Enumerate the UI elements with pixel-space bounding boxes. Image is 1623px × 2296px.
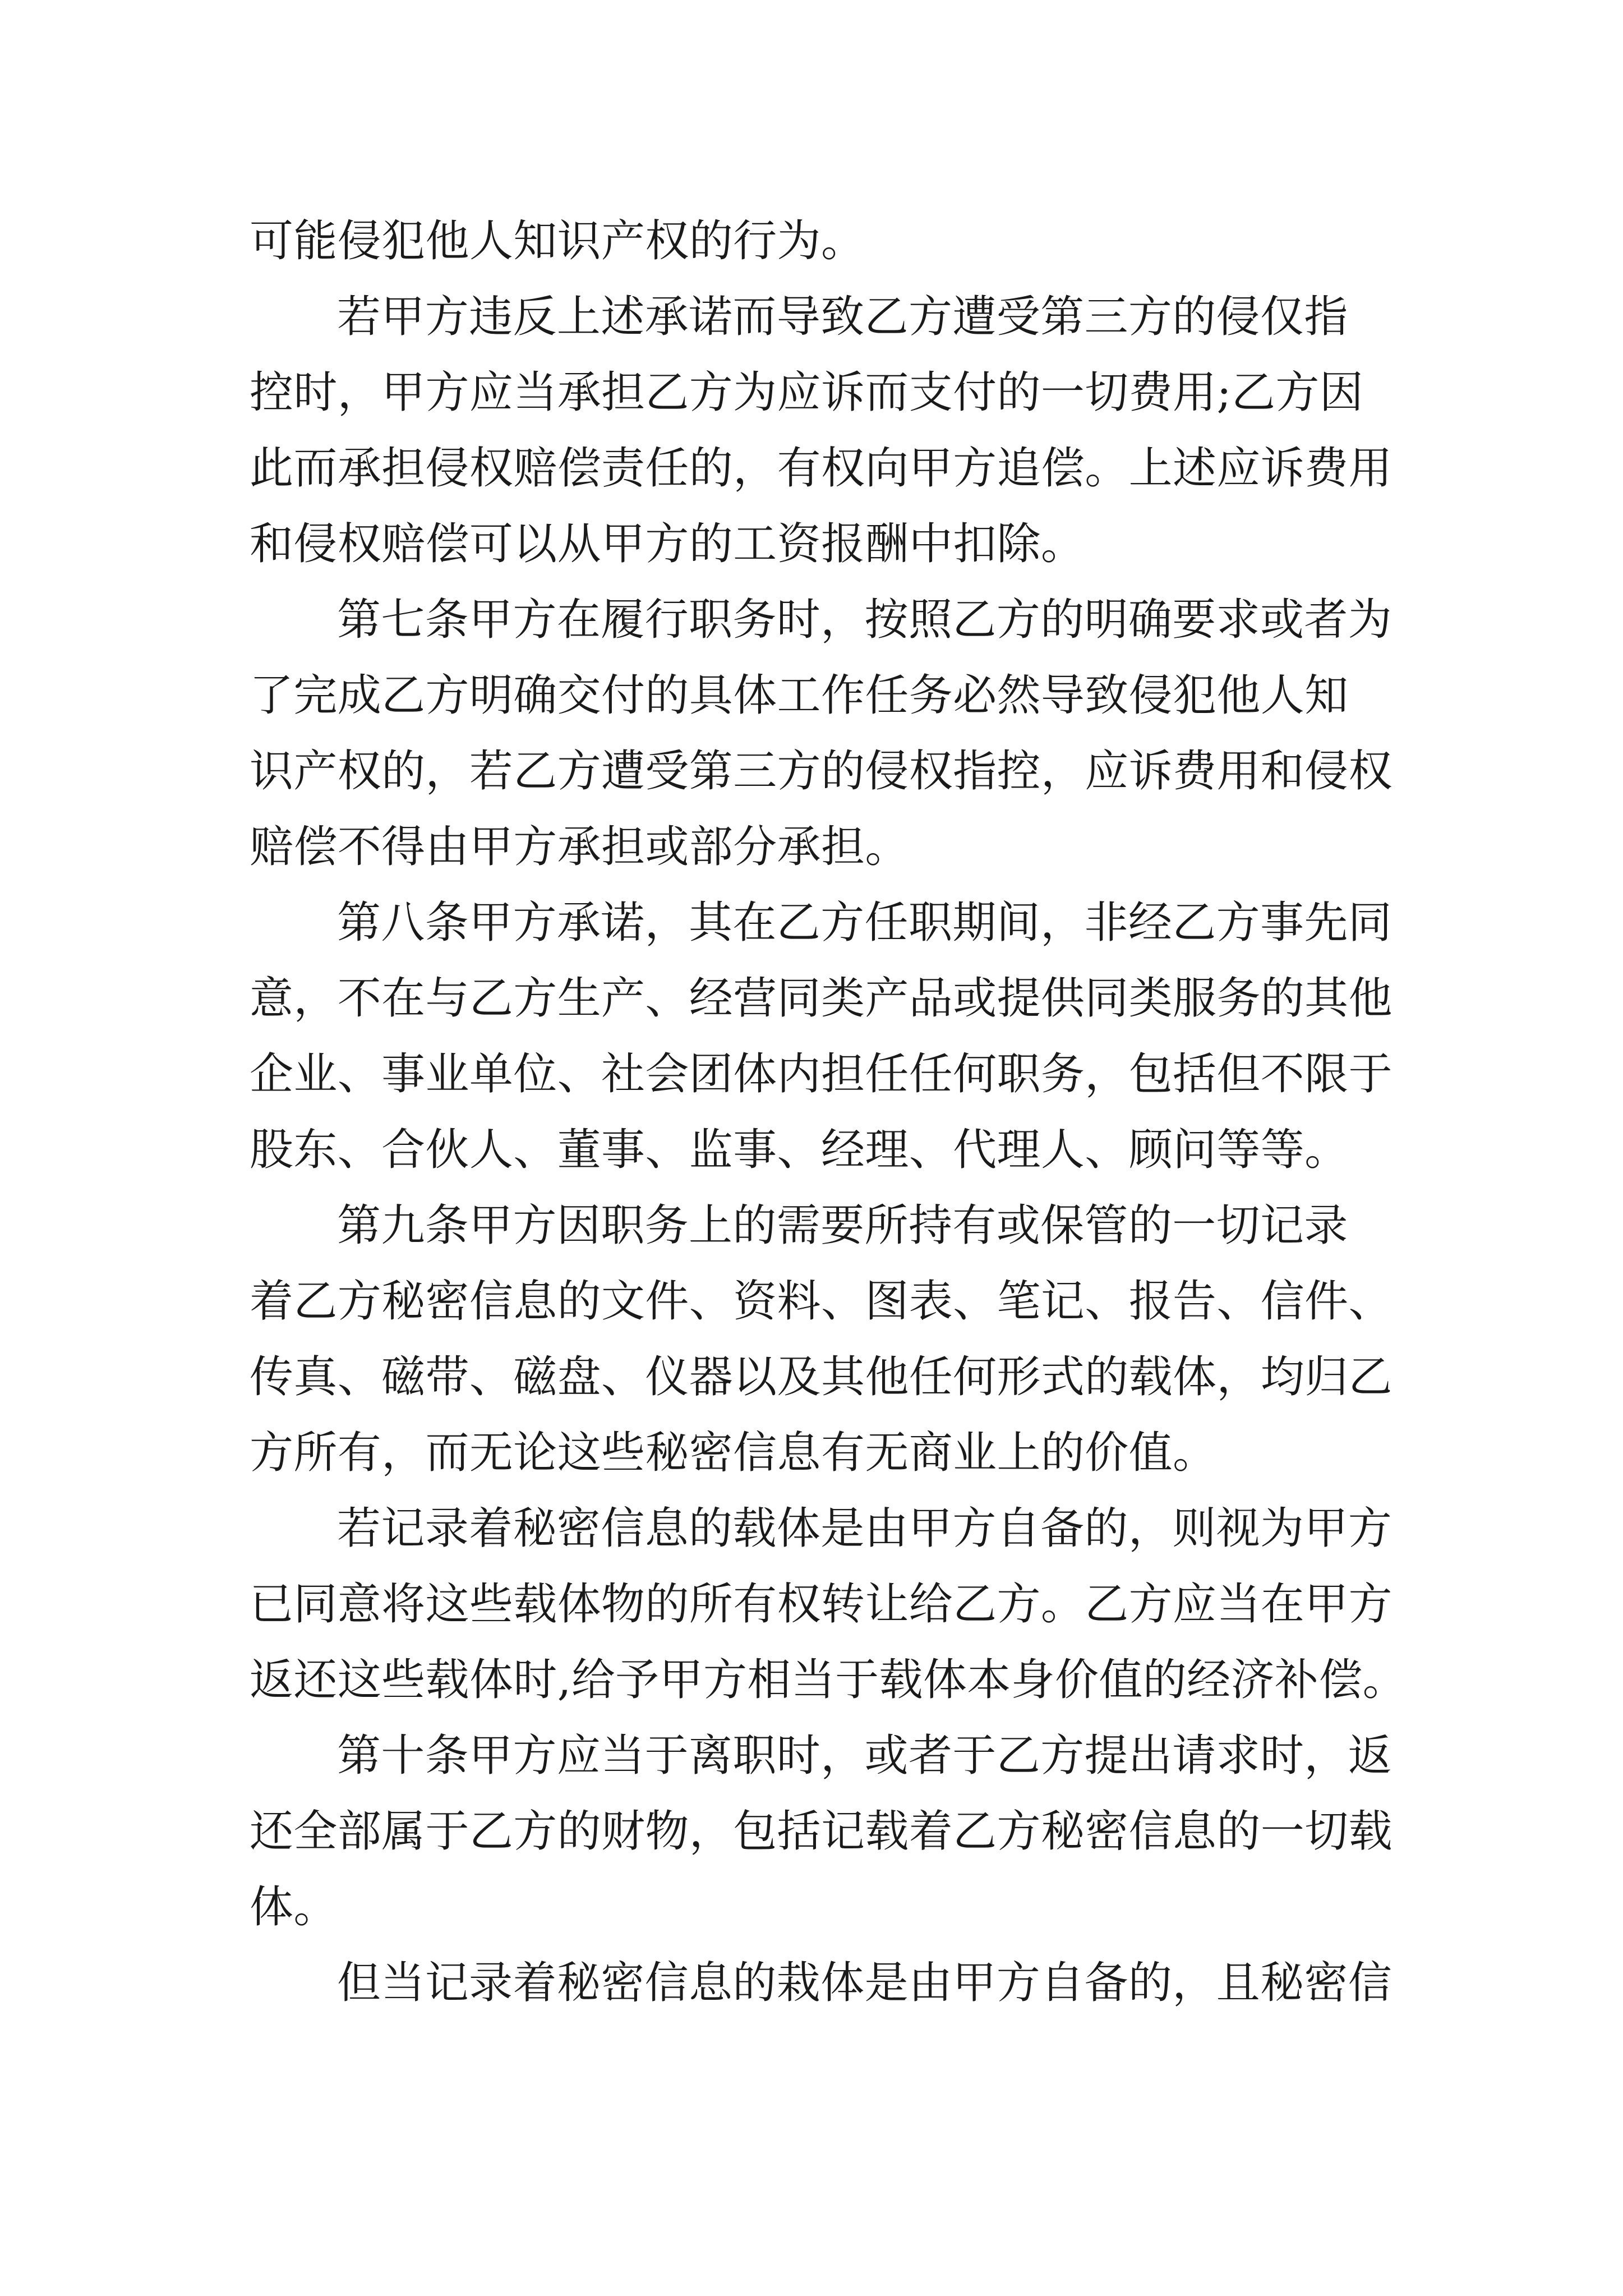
text-line: 了完成乙方明确交付的具体工作任务必然导致侵犯他人知 xyxy=(250,670,1349,721)
text-line: 体。 xyxy=(250,1882,338,1932)
paragraph-line: 但当记录着秘密信息的栽体是由甲方自备的，且秘密信 xyxy=(337,1958,1393,2008)
text-line: 方所有，而无论这些秘密信息有无商业上的价值。 xyxy=(250,1428,1217,1478)
paragraph-line: 第七条甲方在履行职务时，按照乙方的明确要求或者为 xyxy=(337,595,1393,645)
text-line: 着乙方秘密信息的文件、资料、图表、笔记、报告、信件、 xyxy=(250,1276,1393,1327)
text-line: 传真、磁带、磁盘、仪器以及其他任何形式的载体，均归乙 xyxy=(250,1352,1393,1402)
paragraph-line: 第十条甲方应当于离职时，或者于乙方提出请求时，返 xyxy=(337,1731,1393,1781)
text-line: 还全部属于乙方的财物，包括记载着乙方秘密信息的一切载 xyxy=(250,1806,1393,1857)
text-line: 赔偿不得由甲方承担或部分承担。 xyxy=(250,822,909,872)
text-line: 此而承担侵权赔偿责任的，有权向甲方追偿。上述应诉费用 xyxy=(250,443,1393,494)
text-line: 控时，甲方应当承担乙方为应诉而支付的一切费用;乙方因 xyxy=(250,367,1364,418)
paragraph-line: 若记录着秘密信息的载体是由甲方自备的，则视为甲方 xyxy=(337,1503,1393,1554)
text-line: 可能侵犯他人知识产权的行为。 xyxy=(250,216,865,266)
paragraph-line: 第九条甲方因职务上的需要所持有或保管的一切记录 xyxy=(337,1200,1348,1251)
text-line: 企业、事业单位、社会团体内担任任何职务，包括但不限于 xyxy=(250,1049,1393,1099)
paragraph-line: 若甲方违反上述承诺而导致乙方遭受第三方的侵仅指 xyxy=(337,292,1348,342)
text-line: 已同意将这些载体物的所有权转让给乙方。乙方应当在甲方 xyxy=(250,1579,1393,1630)
text-line: 识产权的，若乙方遭受第三方的侵权指控，应诉费用和侵权 xyxy=(250,746,1393,797)
paragraph-line: 第八条甲方承诺，其在乙方任职期间，非经乙方事先同 xyxy=(337,898,1393,948)
text-line: 返还这些载体时,给予甲方相当于载体本身价值的经济补偿。 xyxy=(250,1655,1407,1705)
text-line: 和侵权赔偿可以从甲方的工资报酬中扣除。 xyxy=(250,519,1085,569)
text-line: 意，不在与乙方生产、经营同类产品或提供同类服务的其他 xyxy=(250,973,1393,1024)
text-line: 股东、合伙人、董事、监事、经理、代理人、顾问等等。 xyxy=(250,1125,1349,1175)
